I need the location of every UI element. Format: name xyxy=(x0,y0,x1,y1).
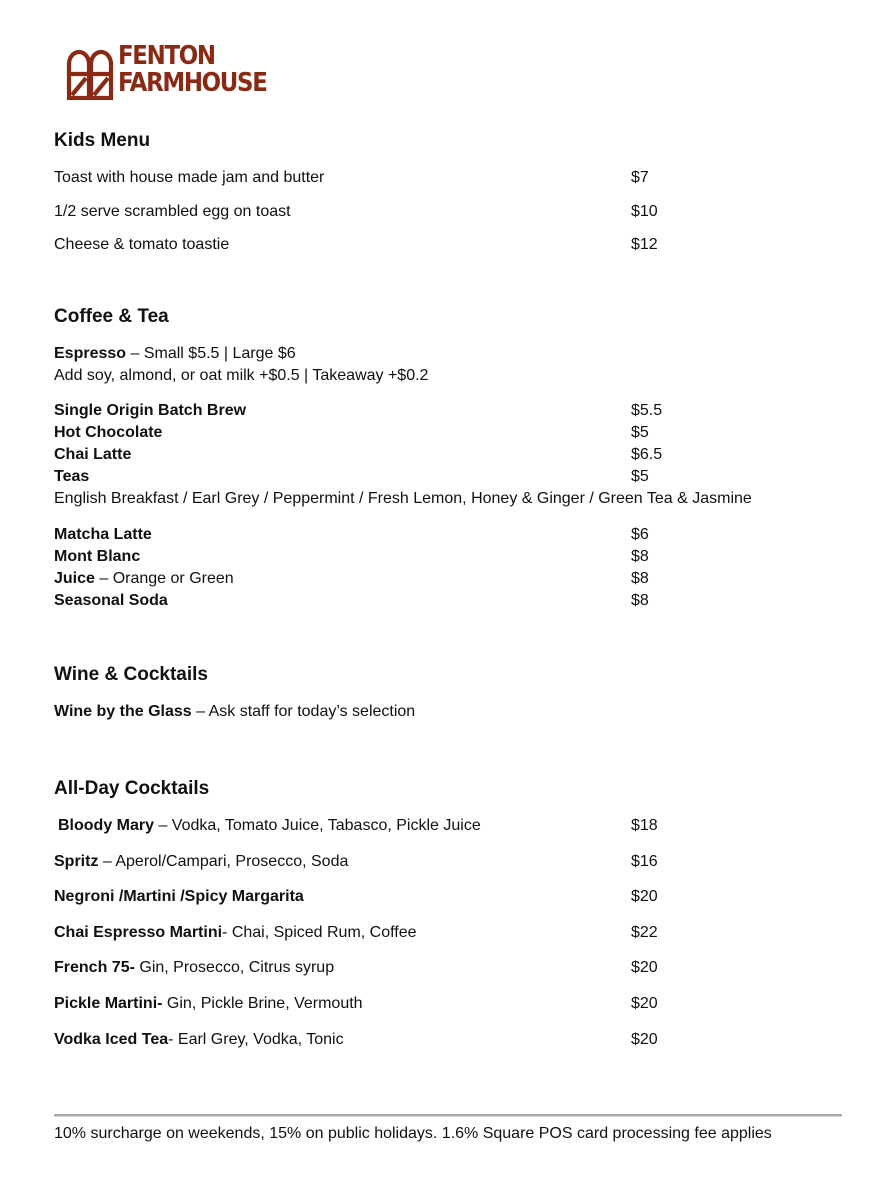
drink-item-name: Hot Chocolate xyxy=(54,424,163,441)
drink-item-price: $8 xyxy=(631,548,649,565)
espresso-extras: Add soy, almond, or oat milk +$0.5 | Takeaway +$0.2 xyxy=(54,367,429,384)
cocktail-price: $20 xyxy=(631,1031,658,1048)
kids-menu-heading: Kids Menu xyxy=(54,130,151,151)
brand-wordmark xyxy=(118,43,267,97)
cocktail-item: French 75- Gin, Prosecco, Citrus syrup xyxy=(54,959,335,976)
drink-item-name: Seasonal Soda xyxy=(54,592,168,609)
espresso-line xyxy=(54,343,296,365)
espresso-name: Espresso xyxy=(54,345,127,362)
cocktail-price: $20 xyxy=(631,959,658,976)
kids-item-price: $10 xyxy=(631,203,658,220)
brand-line-2: FARMHOUSE xyxy=(118,68,267,98)
drink-item-price: $6 xyxy=(631,526,649,543)
kids-item-name: 1/2 serve scrambled egg on toast xyxy=(54,203,291,220)
drink-item-price: $8 xyxy=(631,570,649,587)
wine-cocktails-heading: Wine & Cocktails xyxy=(54,664,208,685)
drink-item-price: $5.5 xyxy=(631,402,663,419)
drink-item-name: Juice – Orange or Green xyxy=(54,570,234,587)
coffee-tea-heading: Coffee & Tea xyxy=(54,306,169,327)
farmhouse-window-icon xyxy=(66,44,114,100)
cocktail-item: Pickle Martini- Gin, Pickle Brine, Vermouth xyxy=(54,995,363,1012)
drink-item-price: $5 xyxy=(631,468,649,485)
cocktail-price: $20 xyxy=(631,995,658,1012)
drink-item-name: Chai Latte xyxy=(54,446,132,463)
drink-item-name: Matcha Latte xyxy=(54,526,152,543)
cocktail-price: $18 xyxy=(631,817,658,834)
footer-note: 10% surcharge on weekends, 15% on public holidays. 1.6% Square POS card processing fee applies xyxy=(54,1125,772,1142)
cocktail-item: Bloody Mary – Vodka, Tomato Juice, Tabasco, Pickle Juice xyxy=(58,817,481,834)
cocktail-item: Spritz – Aperol/Campari, Prosecco, Soda xyxy=(54,853,349,870)
drink-item-name: Single Origin Batch Brew xyxy=(54,402,247,419)
cocktail-item: Vodka Iced Tea- Earl Grey, Vodka, Tonic xyxy=(54,1031,344,1048)
wine-by-glass: Wine by the Glass – Ask staff for today’s selection xyxy=(54,703,416,720)
drink-item-price: $6.5 xyxy=(631,446,663,463)
kids-item-name: Toast with house made jam and butter xyxy=(54,169,325,186)
teas-list: English Breakfast / Earl Grey / Peppermint / Fresh Lemon, Honey & Ginger / Green Tea & Jasmine xyxy=(54,490,752,507)
all-day-cocktails-heading: All-Day Cocktails xyxy=(54,778,210,799)
kids-item-name: Cheese & tomato toastie xyxy=(54,236,230,253)
kids-item-price: $12 xyxy=(631,236,658,253)
cocktail-item: Chai Espresso Martini- Chai, Spiced Rum, Coffee xyxy=(54,924,417,941)
drink-item-name: Mont Blanc xyxy=(54,548,141,565)
cocktail-price: $20 xyxy=(631,888,658,905)
brand-line-1: FENTON xyxy=(118,41,215,71)
drink-item-name: Teas xyxy=(54,468,90,485)
drink-item-price: $5 xyxy=(631,424,649,441)
drink-item-price: $8 xyxy=(631,592,649,609)
cocktail-price: $16 xyxy=(631,853,658,870)
kids-item-price: $7 xyxy=(631,169,649,186)
footer-divider xyxy=(54,1114,842,1117)
cocktail-price: $22 xyxy=(631,924,658,941)
espresso-sizes: – Small $5.5 | Large $6 xyxy=(126,345,296,362)
brand-logo xyxy=(66,41,276,100)
cocktail-item: Negroni /Martini /Spicy Margarita xyxy=(54,888,304,905)
